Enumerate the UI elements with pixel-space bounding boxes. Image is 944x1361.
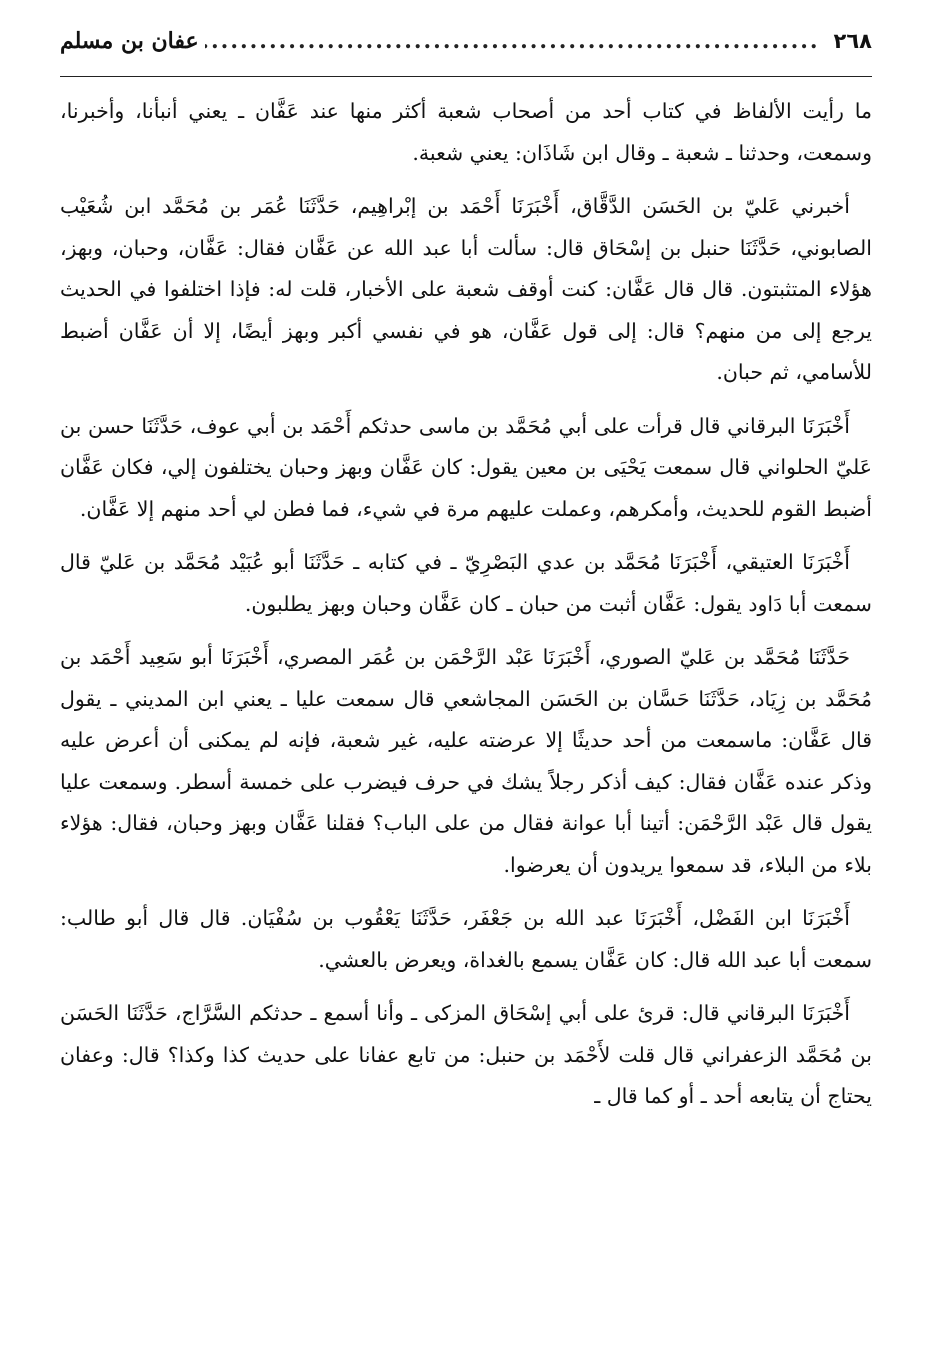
- body-text: [60, 91, 872, 1118]
- running-head: [60, 28, 872, 77]
- paragraph: أَخْبَرَنَا العتيقي، أَخْبَرَنَا مُحَمَّد بن عدي البَصْرِيّ ـ في كتابه ـ حَدَّثَنَا أبو عُبَيْد مُحَمَّد بن عَليّ قال سمعت أبا دَاود يقول: عَفَّان أثبت من حبان ـ كان عَفَّان وحبان وبهز يطلبون.: [60, 550, 872, 616]
- paragraph: أَخْبَرَنَا البرقاني قال قرأت على أبي مُحَمَّد بن ماسى حدثكم أَحْمَد بن أبي عوف، حَدَّثَنَا حسن بن عَليّ الحلواني قال سمعت يَحْيَى بن معين يقول: كان عَفَّان وبهز وحبان يختلفون إلي، فكان عَفَّان أضبط القوم للحديث، وأمكرهم، وعملت عليهم مرة في شيء، فما فطن لي أحد منهم إلا عَفَّان.: [60, 413, 872, 521]
- paragraph: حَدَّثَنَا مُحَمَّد بن عَليّ الصوري، أَخْبَرَنَا عَبْد الرَّحْمَن بن عُمَر المصري، أَخْبَرَنَا أبو سَعِيد أَحْمَد بن مُحَمَّد بن زِيَاد، حَدَّثَنَا حَسَّان بن الحَسَن المجاشعي قال سمعت عليا ـ يعني ابن المديني ـ يقول قال عَفَّان: ماسمعت من أحد حديثًا إلا عرضته عليه، غير شعبة، فإنه لم يمكنى أن أعرض عليه وذكر عنده عَفَّان فقال: كيف أذكر رجلاً يشك في حرف فيضرب على خمسة أسطر. وسمعت عليا يقول قال عَبْد الرَّحْمَن: أتينا أبا عوانة فقال من على الباب؟ فقلنا عَفَّان وبهز وحبان، فقال: هؤلاء بلاء من البلاء، قد سمعوا يريدون أن يعرضوا.: [60, 645, 872, 877]
- paragraph: أَخْبَرَنَا البرقاني قال: قرئ على أبي إسْحَاق المزكى ـ وأنا أسمع ـ حدثكم السَّرَّاج، حَدَّثَنَا الحَسَن بن مُحَمَّد الزعفراني قال قلت لأَحْمَد بن حنبل: من تابع عفانا على حديث كذا وكذا؟ قال: وعفان يحتاج أن يتابعه أحد ـ أو كما قال ـ: [60, 1001, 872, 1108]
- running-title: عفان بن مسلم: [60, 28, 199, 54]
- paragraph: ما رأيت الألفاظ في كتاب أحد من أصحاب شعبة أكثر منها عند عَفَّان ـ يعني أنبأنا، وأخبرنا، وسمعت، وحدثنا ـ شعبة ـ وقال ابن شَاذَان: يعني شعبة.: [60, 99, 872, 165]
- page-number: ٢٦٨: [833, 29, 872, 53]
- dot-leader: [205, 28, 820, 54]
- paragraph: أَخْبَرَنَا ابن الفَضْل، أَخْبَرَنَا عبد الله بن جَعْفَر، حَدَّثَنَا يَعْقُوب بن سُفْيَان. قال قال أبو طالب: سمعت أبا عبد الله قال: كان عَفَّان يسمع بالغداة، ويعرض بالعشي.: [60, 906, 872, 972]
- book-page: [60, 28, 872, 1130]
- paragraph: أخبرني عَليّ بن الحَسَن الدَّقَّاق، أَخْبَرَنَا أَحْمَد بن إبْراهِيم، حَدَّثَنَا عُمَر بن مُحَمَّد ابن شُعَيْب الصابوني، حَدَّثَنَا حنبل بن إسْحَاق قال: سألت أبا عبد الله عن عَفَّان فقال: عَفَّان، وحبان، وبهز، هؤلاء المتثبتون. قال قال عَفَّان: كنت أوقف شعبة على الأخبار، قلت له: فإذا اختلفوا في الحديث يرجع إلى من منهم؟ قال: إلى قول عَفَّان، هو في نفسي أكبر وبهز أيضًا، إلا أن عَفَّان أضبط للأسامي، ثم حبان.: [60, 194, 872, 384]
